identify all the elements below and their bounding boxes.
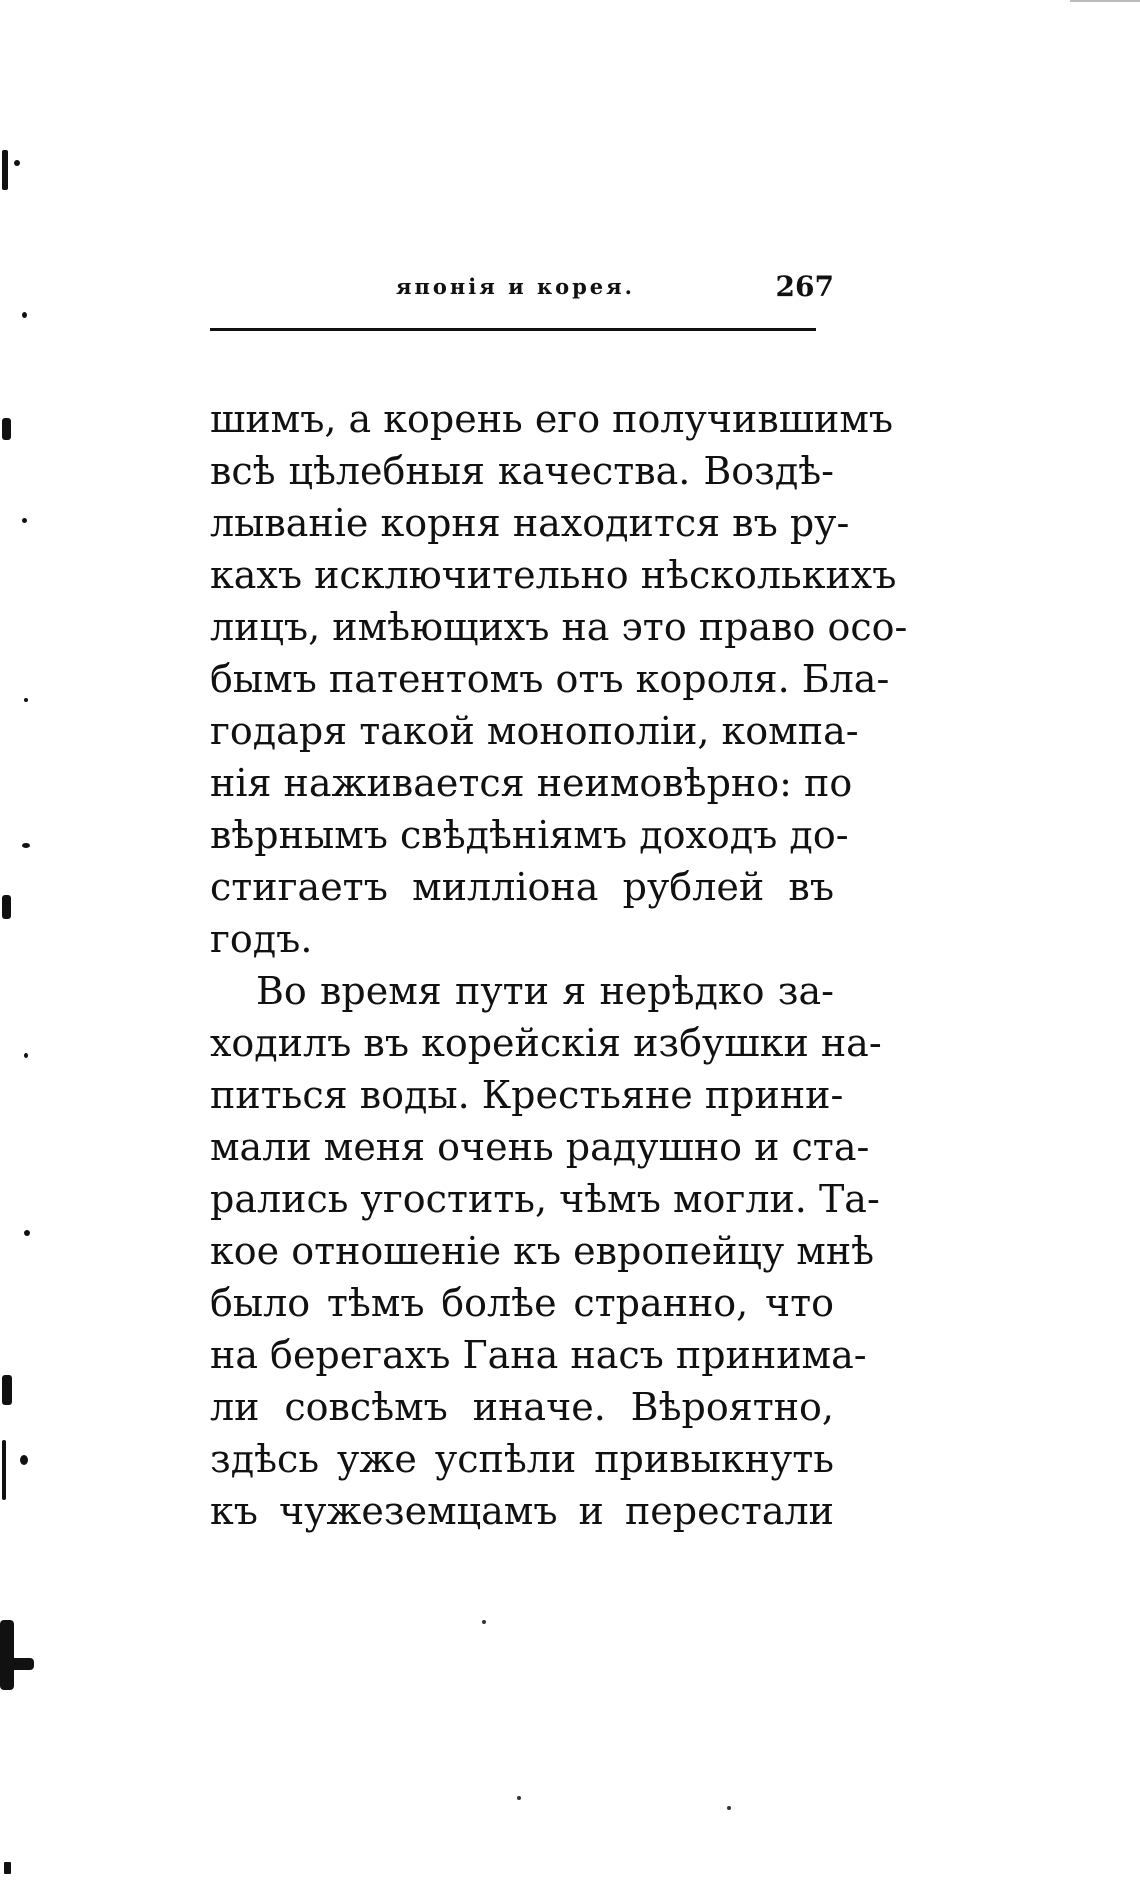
- page-number: 267: [775, 270, 834, 303]
- scan-speck: [0, 1620, 14, 1690]
- text-line: лицъ, имѣющихъ на это право осо-: [210, 605, 908, 649]
- text-line: лываніе корня находится въ ру-: [210, 501, 850, 545]
- text-line: бымъ патентомъ отъ короля. Бла-: [210, 657, 890, 701]
- body-text: [210, 393, 908, 1537]
- scan-speck: [4, 1862, 11, 1874]
- text-line: ходилъ въ корейскія избушки на-: [210, 1021, 882, 1065]
- text-line: вѣрнымъ свѣдѣніямъ доходъ до-: [210, 813, 849, 857]
- text-line: кое отношеніе къ европейцу мнѣ: [210, 1229, 875, 1273]
- binding-edge: [0, 0, 40, 1895]
- text-line: всѣ цѣлебныя качества. Воздѣ-: [210, 449, 834, 493]
- scan-speck: [10, 1658, 34, 1670]
- scan-speck: [2, 895, 11, 919]
- running-title: японія и корея.: [396, 274, 635, 299]
- scan-speck: [2, 418, 11, 440]
- text-line: нія наживается неимовѣрно: по: [210, 761, 853, 805]
- text-line: шимъ, а корень его получившимъ: [210, 397, 894, 441]
- scan-speck: [24, 1053, 28, 1058]
- scan-speck: [24, 1230, 30, 1236]
- page-header: [210, 270, 840, 310]
- text-line: питься воды. Крестьяне прини-: [210, 1073, 844, 1117]
- text-line: здѣсь уже успѣли привыкнуть: [210, 1437, 834, 1481]
- text-line: рались угостить, чѣмъ могли. Та-: [210, 1177, 880, 1221]
- scan-speck: [2, 1375, 12, 1405]
- scan-edge: [1070, 0, 1140, 10]
- text-line: годаря такой монополіи, компа-: [210, 709, 859, 753]
- paragraph: [210, 965, 882, 1537]
- scan-speck: [517, 1796, 521, 1800]
- scan-speck: [727, 1806, 731, 1810]
- scan-speck: [2, 1440, 6, 1500]
- scan-speck: [22, 312, 27, 318]
- text-line: было тѣмъ болѣе странно, что: [210, 1281, 834, 1325]
- text-line: на берегахъ Гана насъ принима-: [210, 1333, 867, 1377]
- scan-speck: [24, 698, 28, 702]
- scan-speck: [2, 150, 8, 190]
- text-line: къ чужеземцамъ и перестали: [210, 1489, 834, 1533]
- text-line: кахъ исключительно нѣсколькихъ: [210, 553, 897, 597]
- scan-speck: [14, 160, 20, 166]
- text-line: стигаетъ милліона рублей въ: [210, 865, 834, 909]
- header-rule: [210, 328, 816, 331]
- scan-speck: [20, 1455, 28, 1465]
- scan-speck: [22, 518, 27, 523]
- scan-speck: [482, 1620, 486, 1624]
- scan-speck: [22, 843, 30, 848]
- text-line: ли совсѣмъ иначе. Вѣроятно,: [210, 1385, 834, 1429]
- text-line: мали меня очень радушно и ста-: [210, 1125, 870, 1169]
- text-line: годъ.: [210, 917, 313, 961]
- paragraph: [210, 393, 908, 965]
- text-line: Во время пути я нерѣдко за-: [256, 969, 834, 1013]
